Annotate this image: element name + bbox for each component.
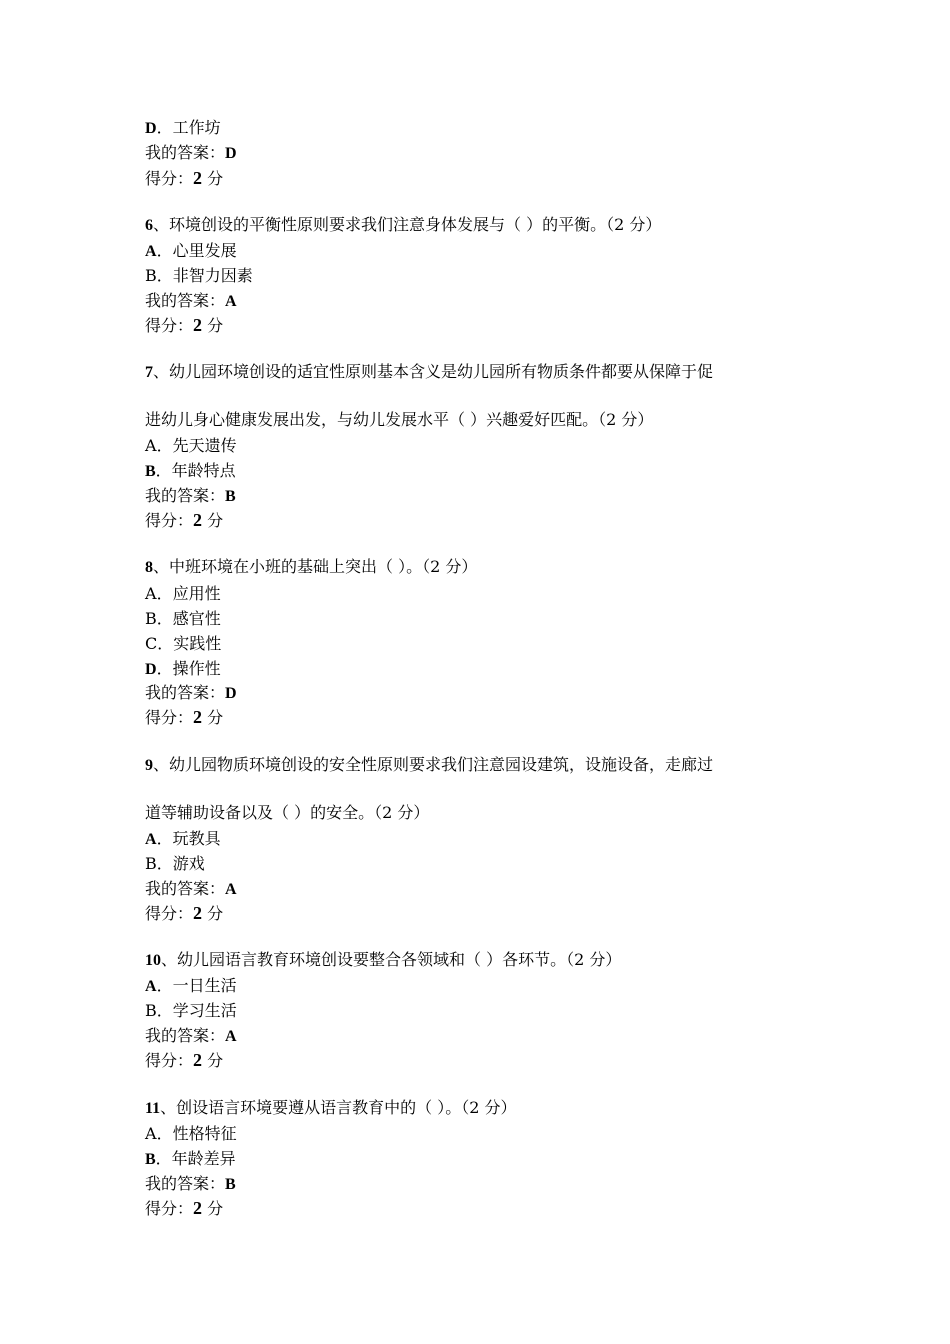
option-text: ．先天遗传 [156, 436, 237, 455]
score-value: 2 [193, 510, 203, 530]
option-text: ．游戏 [156, 854, 205, 873]
question-number: 9 [145, 757, 153, 774]
answer-label: 我的答案： [145, 683, 226, 702]
answer-value: D [225, 145, 237, 162]
answer-value: A [225, 881, 237, 898]
question-number: 7 [145, 364, 153, 381]
answer-value: B [225, 488, 236, 505]
option-letter: B [145, 463, 156, 480]
score-unit: 分 [202, 1051, 224, 1070]
q8-my-answer [145, 683, 237, 704]
q5-option-d [145, 118, 221, 139]
q8-score [145, 707, 223, 728]
q7-score [145, 510, 223, 531]
q10-option-b [145, 1001, 237, 1021]
question-text: 、中班环境在小班的基础上突出（ ）。（2 分） [153, 557, 478, 576]
q9-option-a [145, 829, 221, 850]
option-letter: A [145, 1124, 157, 1143]
q9-option-b [145, 854, 205, 874]
score-label: 得分： [145, 708, 194, 727]
option-text: ．实践性 [157, 634, 222, 653]
question-number: 6 [145, 217, 153, 234]
q8-option-c [145, 634, 221, 654]
score-label: 得分： [145, 316, 194, 335]
q8-option-d [145, 659, 221, 680]
option-letter: A [145, 584, 157, 603]
q8-question [145, 557, 477, 578]
q11-option-a [145, 1124, 237, 1144]
q7-my-answer [145, 486, 236, 507]
score-label: 得分： [145, 1199, 194, 1218]
q7-option-a [145, 436, 237, 456]
question-number: 11 [145, 1100, 161, 1117]
option-letter: C [145, 634, 158, 653]
score-unit: 分 [202, 169, 224, 188]
answer-value: B [225, 1176, 236, 1193]
option-text: ．心里发展 [156, 241, 237, 260]
q7-question-line2 [145, 410, 653, 430]
score-value: 2 [193, 903, 203, 923]
option-letter: D [145, 661, 157, 678]
q9-question-line2 [145, 803, 429, 823]
question-number: 10 [145, 952, 161, 969]
q8-option-b [145, 609, 221, 629]
score-unit: 分 [202, 316, 224, 335]
q6-question [145, 215, 661, 236]
q10-option-a [145, 976, 237, 997]
q10-question [145, 950, 621, 971]
score-label: 得分： [145, 511, 194, 530]
question-text: 进幼儿身心健康发展出发，与幼儿发展水平（ ）兴趣爱好匹配。（2 分） [145, 410, 654, 429]
option-letter: A [145, 243, 157, 260]
option-text: ．学习生活 [156, 1001, 237, 1020]
option-letter: B [145, 1001, 157, 1020]
q5-score [145, 168, 223, 189]
option-letter: A [145, 831, 157, 848]
answer-label: 我的答案： [145, 1174, 226, 1193]
score-value: 2 [193, 168, 203, 188]
option-text: ．性格特征 [156, 1124, 237, 1143]
option-text: ．一日生活 [156, 976, 237, 995]
answer-label: 我的答案： [145, 879, 226, 898]
option-text: ．非智力因素 [156, 266, 253, 285]
score-value: 2 [193, 1198, 203, 1218]
q7-option-b [145, 461, 236, 482]
q11-score [145, 1198, 223, 1219]
answer-label: 我的答案： [145, 143, 226, 162]
score-unit: 分 [202, 511, 224, 530]
question-text: 、幼儿园物质环境创设的安全性原则要求我们注意园设建筑，设施设备，走廊过 [153, 755, 714, 774]
option-letter: A [145, 978, 157, 995]
score-label: 得分： [145, 904, 194, 923]
q5-my-answer [145, 143, 237, 164]
question-text: 、创设语言环境要遵从语言教育中的（ ）。（2 分） [160, 1098, 517, 1117]
q6-score [145, 315, 223, 336]
q10-my-answer [145, 1026, 237, 1047]
option-letter: B [145, 1151, 156, 1168]
option-text: ．工作坊 [156, 118, 221, 137]
question-text: 道等辅助设备以及（ ）的安全。（2 分） [145, 803, 430, 822]
question-number: 8 [145, 559, 153, 576]
option-text: ．感官性 [156, 609, 221, 628]
q11-option-b [145, 1149, 236, 1170]
option-letter: B [145, 609, 157, 628]
score-unit: 分 [202, 904, 224, 923]
q9-question-line1 [145, 755, 713, 776]
score-label: 得分： [145, 169, 194, 188]
answer-value: A [225, 1028, 237, 1045]
option-text: ．年龄特点 [155, 461, 236, 480]
option-text: ．玩教具 [156, 829, 221, 848]
q6-option-a [145, 241, 237, 262]
question-text: 、环境创设的平衡性原则要求我们注意身体发展与（ ）的平衡。（2 分） [153, 215, 662, 234]
q6-my-answer [145, 291, 237, 312]
option-letter: B [145, 854, 157, 873]
q9-my-answer [145, 879, 237, 900]
question-text: 、幼儿园环境创设的适宜性原则基本含义是幼儿园所有物质条件都要从保障于促 [153, 362, 714, 381]
option-text: ．应用性 [156, 584, 221, 603]
score-value: 2 [193, 707, 203, 727]
option-text: ．年龄差异 [155, 1149, 236, 1168]
answer-label: 我的答案： [145, 291, 226, 310]
q10-score [145, 1050, 223, 1071]
score-value: 2 [193, 1050, 203, 1070]
q6-option-b [145, 266, 253, 286]
q11-question [145, 1098, 516, 1119]
answer-value: D [225, 685, 237, 702]
question-text: 、幼儿园语言教育环境创设要整合各领域和（ ）各环节。（2 分） [161, 950, 622, 969]
answer-label: 我的答案： [145, 486, 226, 505]
option-text: ．操作性 [156, 659, 221, 678]
score-unit: 分 [202, 1199, 224, 1218]
option-letter: B [145, 266, 157, 285]
q11-my-answer [145, 1174, 236, 1195]
option-letter: A [145, 436, 157, 455]
answer-value: A [225, 293, 237, 310]
answer-label: 我的答案： [145, 1026, 226, 1045]
score-unit: 分 [202, 708, 224, 727]
q7-question-line1 [145, 362, 713, 383]
q9-score [145, 903, 223, 924]
q8-option-a [145, 584, 221, 604]
score-value: 2 [193, 315, 203, 335]
option-letter: D [145, 120, 157, 137]
score-label: 得分： [145, 1051, 194, 1070]
